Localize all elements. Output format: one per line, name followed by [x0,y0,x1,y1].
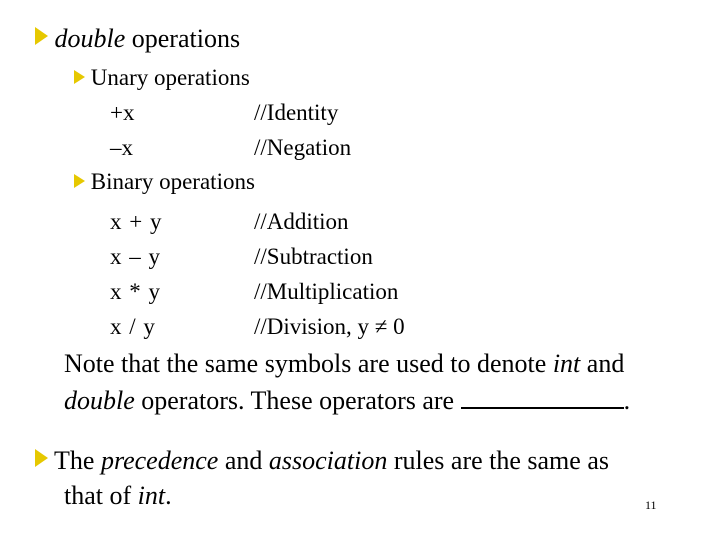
title-rest: operations [131,24,241,53]
note-text-2: operators. These operators are [134,386,461,415]
note-line-2 [64,385,630,416]
binary-heading-text: Binary operations [90,169,255,194]
precedence-text-2: and [218,446,269,475]
precedence-text-4: that of [64,481,138,510]
precedence-period: . [165,481,172,510]
binary-expr-4: x / y [110,314,155,339]
binary-comment-4: //Division, y ≠ 0 [254,314,405,339]
bullet-arrow-icon [35,449,48,467]
binary-heading [74,169,255,195]
fill-in-blank [461,385,624,409]
binary-comment-3: //Multiplication [254,279,399,304]
precedence-text-3: rules are the same as [387,446,609,475]
binary-expr-1: x + y [110,209,162,234]
precedence-italic: precedence [100,446,219,475]
unary-heading-text: Unary operations [90,65,250,90]
unary-comment-2: //Negation [254,135,352,160]
note-period: . [623,386,631,415]
page-number: 11 [645,498,657,512]
binary-expr-3: x * y [110,279,160,304]
binary-comment-1: //Addition [254,209,349,234]
title-italic: double [54,24,126,53]
note-italic-int: int [552,349,581,378]
unary-comment-1: //Identity [254,100,339,125]
bullet-arrow-icon [74,174,85,188]
precedence-italic-int: int [137,481,166,510]
note-text-1: Note that the same symbols are used to denote [64,349,553,378]
binary-expr-2: x – y [110,244,160,269]
bullet-arrow-icon [74,70,85,84]
unary-heading [74,65,250,91]
precedence-line-1 [35,446,609,476]
unary-expr-2: –x [110,135,133,160]
note-line-1 [64,349,624,379]
precedence-line-2 [64,481,172,511]
bullet-arrow-icon [35,27,48,45]
title-line [35,24,240,54]
precedence-text-1: The [54,446,101,475]
note-text-1b: and [580,349,625,378]
association-italic: association [268,446,388,475]
unary-expr-1: +x [110,100,135,125]
note-italic-double: double [64,386,135,415]
binary-comment-2: //Subtraction [254,244,373,269]
